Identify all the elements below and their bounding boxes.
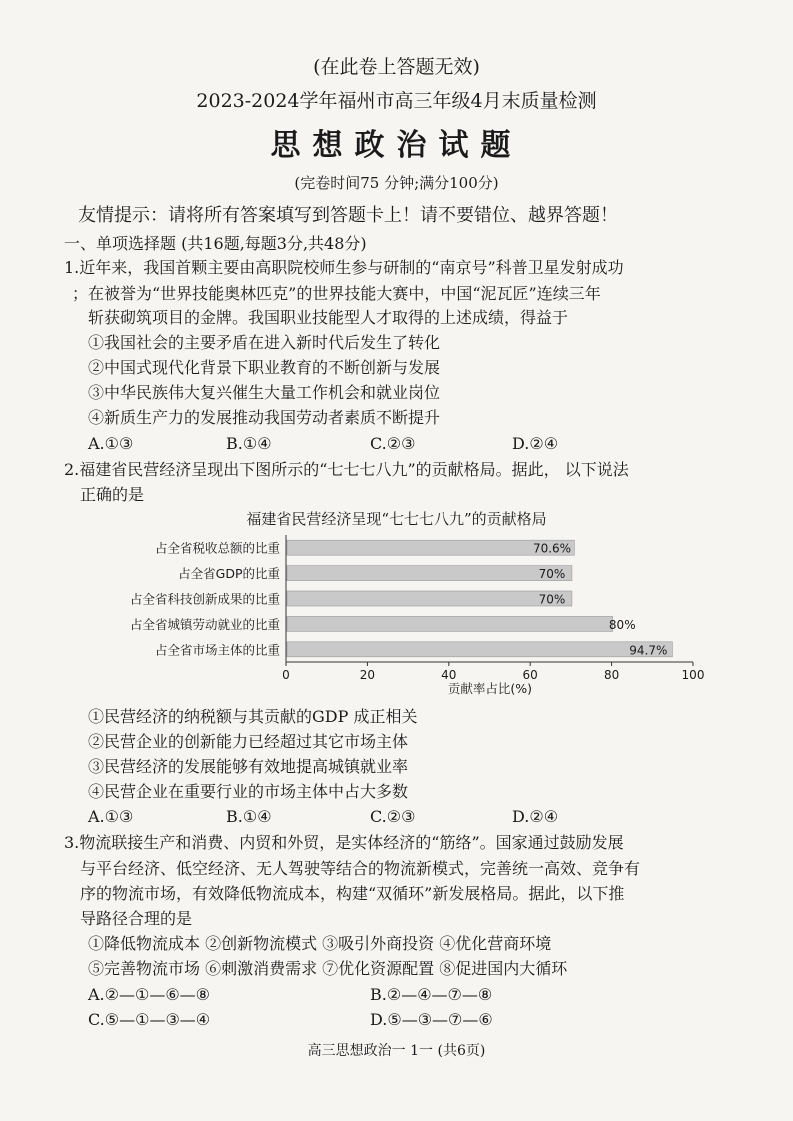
q1-item: ④新质生产力的发展推动我国劳动者素质不断提升: [88, 408, 441, 427]
q1-item: ②中国式现代化背景下职业教育的不断创新与发展: [88, 358, 441, 377]
category-label: 占全省科技创新成果的比重: [129, 591, 280, 607]
q3-stem-line: 与平台经济、低空经济、无人驾驶等结合的物流新模式，完善统一高效、竞争有: [80, 859, 641, 878]
q3-option-a: A.②—①—⑥—⑧: [88, 985, 211, 1004]
q3-option-d: D.⑤—③—⑦—⑥: [370, 1010, 493, 1029]
q2-item: ④民营企业在重要行业的市场主体中占大多数: [88, 782, 409, 801]
data-label: 70%: [538, 592, 566, 607]
section-heading: 一、单项选择题 (共16题,每题3分,共48分): [64, 234, 367, 253]
category-label: 占全省税收总额的比重: [154, 540, 280, 556]
q1-option-c: C.②③: [370, 434, 416, 453]
page-footer: 高三思想政治一 1一 (共6页): [307, 1043, 486, 1059]
q2-stem-line: 2.福建省民营经济呈现出下图所示的“七七七八九”的贡献格局。据此， 以下说法: [64, 460, 629, 479]
q1-stem-line: 1.近年来，我国首颗主要由高职院校师生参与研制的“南京号”科普卫星发射成功: [64, 258, 624, 277]
tick-label: 100: [681, 668, 705, 682]
q1-item: ③中华民族伟大复兴催生大量工作机会和就业岗位: [88, 383, 441, 402]
tick-label: 40: [441, 668, 457, 682]
exam-time: (完卷时间75 分钟;满分100分): [294, 174, 499, 192]
q2-item: ③民营经济的发展能够有效地提高城镇就业率: [88, 757, 409, 776]
tick-label: 0: [282, 668, 290, 682]
bar: [287, 642, 672, 657]
q3-option-c: C.⑤—①—③—④: [88, 1010, 211, 1029]
q2-option-b: B.①④: [226, 807, 272, 826]
q2-option-c: C.②③: [370, 807, 416, 826]
q2-option-a: A.①③: [88, 807, 134, 826]
q1-stem-line: ；在被誉为“世界技能奥林匹克”的世界技能大赛中，中国“泥瓦匠”连续三年: [72, 284, 601, 303]
tick-label: 60: [522, 668, 538, 682]
q3-stem-line: 导路径合理的是: [80, 909, 193, 928]
x-axis-label: 贡献率占比(%): [447, 681, 533, 696]
q1-stem-line: 斩获砌筑项目的金牌。我国职业技能型人才取得的上述成绩，得益于: [88, 308, 569, 327]
q3-item: ⑤完善物流市场 ⑥刺激消费需求 ⑦优化资源配置 ⑧促进国内大循环: [88, 959, 568, 978]
q3-option-b: B.②—④—⑦—⑧: [370, 985, 493, 1004]
chart-title: 福建省民营经济呈现“七七七八九”的贡献格局: [246, 510, 547, 528]
q1-option-a: A.①③: [88, 434, 134, 453]
category-label: 占全省市场主体的比重: [154, 642, 280, 658]
tick-label: 80: [603, 668, 620, 682]
q2-stem-line: 正确的是: [80, 485, 145, 504]
friendly-tip: 友情提示：请将所有答案填写到答题卡上！请不要错位、越界答题！: [78, 205, 618, 226]
q1-item: ①我国社会的主要矛盾在进入新时代后发生了转化: [88, 333, 441, 352]
bar: [287, 591, 572, 606]
category-label: 占全省GDP的比重: [178, 566, 280, 582]
data-label: 94.7%: [629, 643, 668, 658]
q2-item: ②民营企业的创新能力已经超过其它市场主体: [88, 732, 409, 751]
q3-stem-line: 序的物流市场，有效降低物流成本，构建“双循环”新发展格局。据此，以下推: [80, 884, 625, 903]
data-label: 70%: [538, 567, 566, 582]
q1-option-d: D.②④: [512, 434, 559, 453]
data-label: 80%: [608, 617, 636, 632]
tick-label: 20: [359, 668, 376, 682]
q3-item: ①降低物流成本 ②创新物流模式 ③吸引外商投资 ④优化营商环境: [88, 934, 552, 953]
q3-stem-line: 3.物流联接生产和消费、内贸和外贸，是实体经济的“筋络”。国家通过鼓励发展: [64, 833, 624, 852]
data-label: 70.6%: [532, 541, 572, 556]
bar: [287, 540, 574, 555]
q2-option-d: D.②④: [512, 807, 559, 826]
bar: [287, 566, 572, 581]
exam-note: (在此卷上答题无效): [313, 56, 480, 78]
category-label: 占全省城镇劳动就业的比重: [129, 616, 280, 632]
exam-title: 思想政治试题: [270, 128, 523, 163]
bar: [287, 616, 613, 631]
exam-subtitle: 2023-2024学年福州市高三年级4月末质量检测: [196, 90, 597, 112]
q1-option-b: B.①④: [226, 434, 272, 453]
q2-item: ①民营经济的纳税额与其贡献的GDP 成正相关: [88, 707, 418, 726]
